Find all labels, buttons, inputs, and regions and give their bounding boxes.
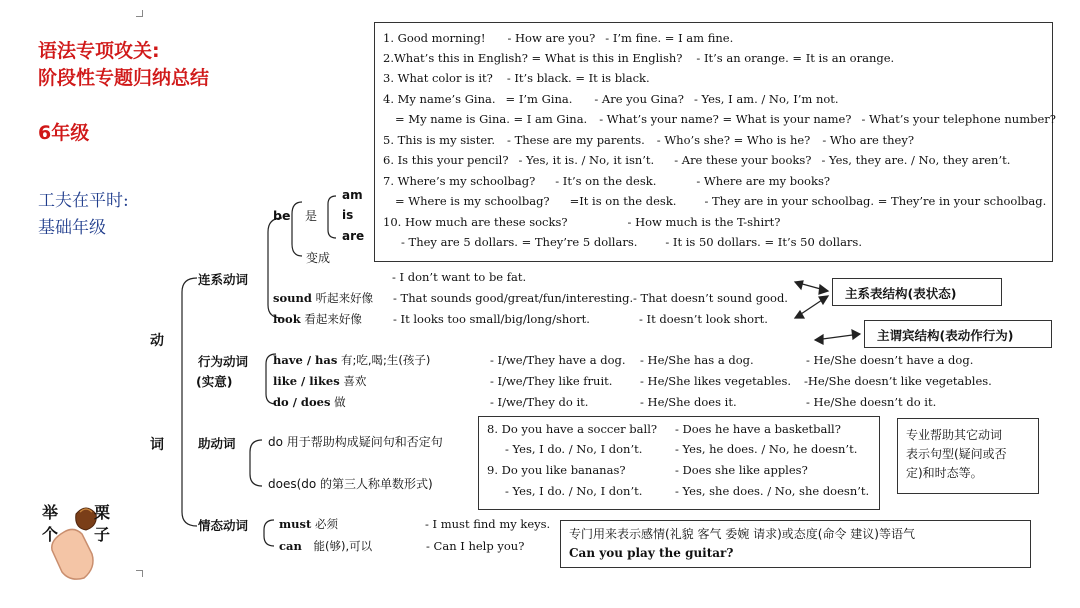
side-note-line2: 基础年级: [38, 218, 106, 238]
example-line: 4. My name’s Gina. = I’m Gina. - Are you Gina? - Yes, I am. / No, I’m not.: [383, 92, 839, 106]
are-label: are: [342, 229, 365, 243]
can-row: can 能(够),可以: [279, 539, 373, 553]
like-example-3: -He/She doesn’t like vegetables.: [804, 374, 992, 388]
side-note-line1: 工夫在平时:: [38, 191, 129, 211]
aux-do-desc: do 用于帮助构成疑问句和否定句: [268, 435, 443, 449]
like-example-2: - He/She likes vegetables.: [640, 374, 792, 388]
verb-char-1: 动: [150, 333, 164, 349]
verb-char-2: 词: [150, 437, 164, 453]
must-example: - I must find my keys.: [425, 517, 551, 531]
do-example-3: - He/She doesn’t do it.: [806, 395, 937, 409]
example-line: 7. Where’s my schoolbag? - It’s on the desk. - Where are my books?: [383, 174, 831, 188]
example-line: 2.What’s this in English? = What is this in English? - It’s an orange. = It is an orange.: [383, 51, 895, 65]
be-label: be: [273, 208, 291, 223]
linking-verb-label: 连系动词: [198, 272, 249, 287]
example-line: 1. Good morning! - How are you? - I’m fine. = I am fine.: [383, 31, 734, 45]
chestnut-logo: 举 栗 个 子: [34, 492, 124, 584]
action-verb-sub: (实意): [196, 374, 233, 389]
example-line: 3. What color is it? - It’s black. = It is black.: [383, 71, 650, 85]
example-line: - They are 5 dollars. = They’re 5 dollars. - It is 50 dollars. = It’s 50 dollars.: [401, 235, 862, 249]
sound-example-2: - That doesn’t sound good.: [633, 291, 788, 305]
do-example-2: - He/She does it.: [640, 395, 737, 409]
modal-note-box: 专门用来表示感情(礼貌 客气 委婉 请求)或态度(命令 建议)等语气 Can you play the guitar?: [560, 520, 1031, 568]
action-verb-label: 行为动词: [198, 354, 249, 369]
example-line: 6. Is this your pencil? - Yes, it is. / No, it isn’t. - Are these your books? - Yes, they are. / No, they aren’t.: [383, 153, 1011, 167]
have-example-1: - I/we/They have a dog.: [490, 353, 626, 367]
sound-row: sound 听起来好像: [273, 291, 374, 305]
svc-label-box: 主系表结构(表状态): [832, 278, 1002, 306]
page-title-line2: 阶段性专题归纳总结: [38, 67, 210, 89]
example-line: = Where is my schoolbag? =It is on the desk. - They are in your schoolbag. = They’re in your schoolbag.: [395, 194, 1047, 208]
is-label: is: [342, 208, 354, 222]
example-line: 5. This is my sister. - These are my parents. - Who’s she? = Who is he? - Who are they?: [383, 133, 915, 147]
look-example-2: - It doesn’t look short.: [639, 312, 768, 326]
have-example-3: - He/She doesn’t have a dog.: [806, 353, 974, 367]
example-line: = My name is Gina. = I am Gina. - What’s your name? = What is your name? - What’s your telephone number?: [395, 112, 1056, 126]
aux-does-desc: does(do 的第三人称单数形式): [268, 477, 433, 491]
look-row: look 看起来好像: [273, 312, 362, 326]
page-title-line1: 语法专项攻关:: [38, 40, 160, 62]
have-example-2: - He/She has a dog.: [640, 353, 754, 367]
modal-verb-label: 情态动词: [198, 518, 249, 533]
aux-note-box: 专业帮助其它动词 表示句型(疑问或否 定)和时态等。: [897, 418, 1039, 494]
am-label: am: [342, 188, 363, 202]
can-example: - Can I help you?: [426, 539, 525, 553]
change-label: 变成: [306, 251, 331, 265]
have-row: have / has 有;吃,喝;生(孩子): [273, 353, 431, 367]
must-row: must 必须: [279, 517, 338, 531]
be-fat-example: - I don’t want to be fat.: [392, 270, 527, 284]
grade-label: 6年级: [38, 122, 90, 144]
sound-example-1: - That sounds good/great/fun/interesting.: [393, 291, 634, 305]
do-row: do / does 做: [273, 395, 346, 409]
do-example-1: - I/we/They do it.: [490, 395, 589, 409]
aux-examples-box: 8. Do you have a soccer ball? - Does he have a basketball? - Yes, I do. / No, I don’t. - Yes, he does. / No, he doesn’t. 9. Do you like bananas? - Does she like apples? - Yes, I do. / No, I don’t. - Yes, she does. / No, she doesn’t.: [478, 416, 880, 510]
aux-verb-label: 助动词: [198, 436, 236, 451]
like-row: like / likes 喜欢: [273, 374, 367, 388]
look-example-1: - It looks too small/big/long/short.: [393, 312, 590, 326]
svo-label-box: 主谓宾结构(表动作行为): [864, 320, 1052, 348]
example-line: 10. How much are these socks? - How much is the T-shirt?: [383, 215, 781, 229]
shi-label: 是: [305, 209, 318, 223]
like-example-1: - I/we/They like fruit.: [490, 374, 613, 388]
